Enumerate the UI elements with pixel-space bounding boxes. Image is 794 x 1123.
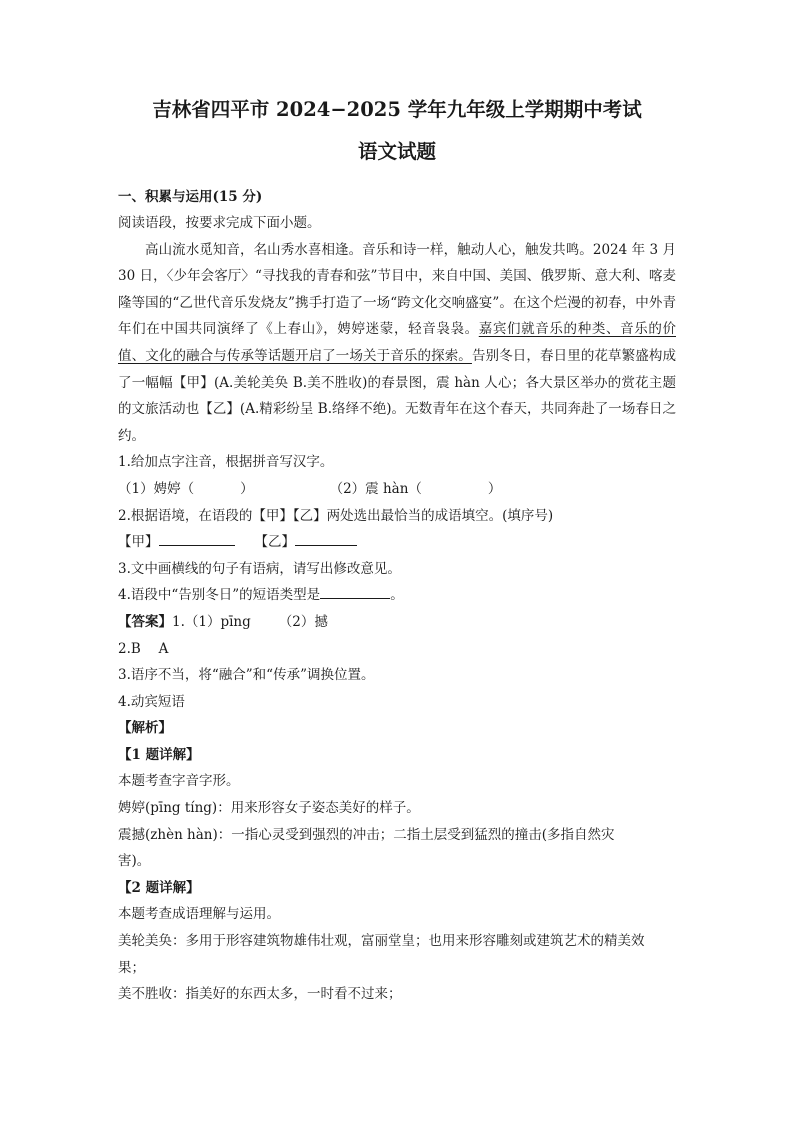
question-2-jia-label: 【甲】 <box>118 534 159 551</box>
answer-2: 2.B A <box>118 640 169 657</box>
question-1b: （2）震 hàn（ <box>329 480 422 497</box>
passage-part-2: 告别冬日，春日里的花草繁盛构成了一幅幅【甲】(A.美轮美奂 B.美不胜收)的春景图，震 hàn 人心；各大景区举办的赏花主题的文旅活动也【乙】(A.精彩纷呈 B.络绎不绝)。无数青年在这个春天，共同奔赴了一场春日之约。 <box>118 347 677 444</box>
question-4-suffix: 。 <box>390 587 404 604</box>
question-1b-close: ） <box>487 480 502 497</box>
detail-2-meilunmeihuan-line-1: 美轮美奂：多用于形容建筑物雄伟壮观，富丽堂皇；也用来形容雕刻或建筑艺术的精美效 <box>118 933 645 950</box>
page-subtitle: 语文试题 <box>357 140 436 163</box>
question-3: 3.文中画横线的句子有语病，请写出修改意见。 <box>118 560 401 577</box>
question-4 <box>118 582 676 609</box>
passage-part-1: 高山流水觅知音，名山秀水喜相逢。音乐和诗一样，触动人心，触发共鸣。2024 年 3 月 30 日，〈少年会客厅〉“寻找我的青春和弦”节目中，来自中国、美国、俄罗斯、意大利、喀麦隆等国的“乙世代音乐发烧友”携手打造了一场“跨文化交响盛宴”。在这个烂漫的初春，中外青年们在中国共同演绎了《上春山》，娉婷迷蒙，轻音袅袅。 <box>118 241 676 338</box>
detail-1-pingting: 娉婷(pīng tíng)：用来形容女子姿态美好的样子。 <box>118 800 420 817</box>
detail-1-intro: 本题考查字音字形。 <box>118 773 240 790</box>
detail-1-zhenhan-line-1: 震撼(zhèn hàn)：一指心灵受到强烈的冲击；二指土层受到猛烈的撞击(多指自然灾 <box>118 826 615 843</box>
answer-label: 【答案】 <box>118 613 172 630</box>
answer-blank-yi[interactable] <box>295 531 357 546</box>
detail-2-label: 【2 题详解】 <box>118 879 200 896</box>
question-2-yi-label: 【乙】 <box>254 534 295 551</box>
answer-3: 3.语序不当，将“融合”和“传承”调换位置。 <box>118 667 375 684</box>
detail-1-label: 【1 题详解】 <box>118 746 200 763</box>
answer-1a: 1.（1）pīng <box>172 613 251 630</box>
answer-1b: （2）撼 <box>278 613 328 630</box>
reading-passage <box>118 237 676 450</box>
question-1a-close: ） <box>240 480 254 497</box>
question-2: 2.根据语境，在语段的【甲】【乙】两处选出最恰当的成语填空。(填序号) <box>118 507 554 524</box>
question-1-items <box>118 476 676 503</box>
underlined-sentence: 嘉宾们就音乐的种类、音乐的价值、文化的融合与传承等话题开启了一场关于音乐的探索。 <box>118 321 676 364</box>
question-4-prefix: 4.语段中“告别冬日”的短语类型是 <box>118 587 321 604</box>
detail-1-zhenhan-line-2: 害)。 <box>118 853 151 870</box>
question-1a: （1）娉婷（ <box>118 480 195 497</box>
detail-2-intro: 本题考查成语理解与运用。 <box>118 906 280 923</box>
answer-blank-jia[interactable] <box>159 531 235 546</box>
detail-2-meilunmeihuan-line-2: 果； <box>118 959 145 976</box>
question-1: 1.给加点字注音，根据拼音写汉字。 <box>118 454 334 471</box>
section-heading: 一、积累与运用(15 分) <box>118 189 263 205</box>
answer-4: 4.动宾短语 <box>118 693 185 710</box>
instruction: 阅读语段，按要求完成下面小题。 <box>118 215 321 231</box>
page-title: 吉林省四平市 2024−2025 学年九年级上学期期中考试 <box>152 98 642 121</box>
detail-2-meibushengshou: 美不胜收：指美好的东西太多，一时看不过来； <box>118 986 402 1003</box>
question-2-blanks <box>118 529 676 556</box>
answer-blank-4[interactable] <box>320 584 390 599</box>
analysis-label: 【解析】 <box>118 720 172 737</box>
answer-line-1 <box>118 609 676 636</box>
